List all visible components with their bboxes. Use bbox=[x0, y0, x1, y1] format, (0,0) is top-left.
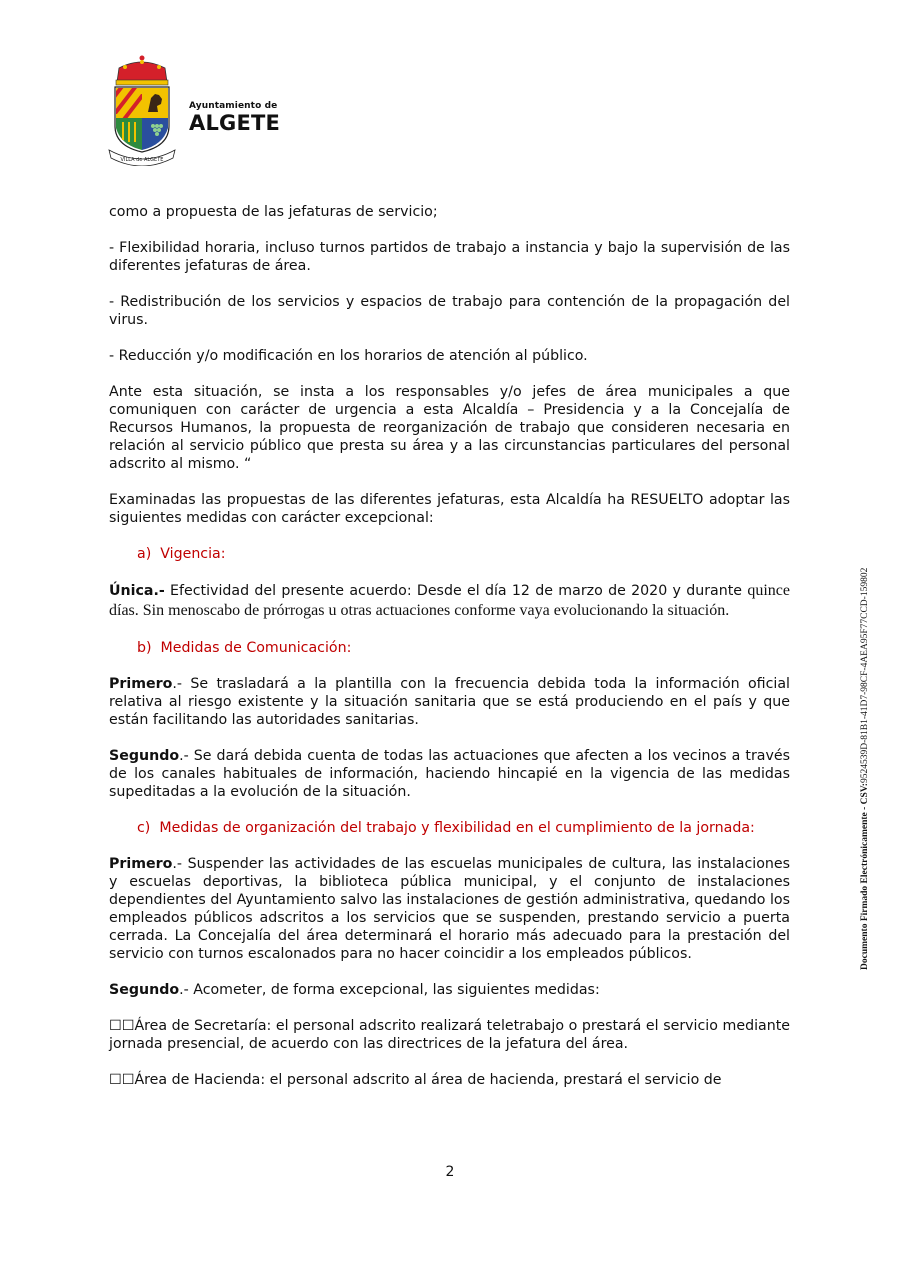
paragraph-c-primero bbox=[109, 855, 790, 963]
unica-label: Única.- bbox=[109, 583, 165, 599]
paragraph-b-primero bbox=[109, 675, 790, 729]
paragraph-4: - Reducción y/o modificación en los horarios de atención al público. bbox=[109, 348, 588, 364]
heading-b-comunicacion: b) Medidas de Comunicación: bbox=[137, 640, 352, 656]
paragraph-6: Examinadas las propuestas de las diferentes jefaturas, esta Alcaldía ha RESUELTO adoptar las siguientes medidas con carácter excepcional: bbox=[109, 492, 790, 526]
side-label: Documento Firmado Electrónicamente - CSV: bbox=[860, 783, 870, 970]
paragraph-2: - Flexibilidad horaria, incluso turnos partidos de trabajo a instancia y bajo la supervisión de las diferentes jefaturas de área. bbox=[109, 240, 790, 274]
list-item-hacienda: ☐☐Área de Hacienda: el personal adscrito al área de hacienda, prestará el servicio de bbox=[109, 1072, 722, 1088]
side-csv-code: 9524539D-81B1-41D7-98CF-4AEA95F77CCD-159802 bbox=[860, 567, 870, 784]
electronic-signature-note bbox=[860, 568, 870, 970]
b-segundo-text: .- Se dará debida cuenta de todas las actuaciones que afecten a los vecinos a través de los canales habituales de información, haciendo hincapié en la vigencia de las medidas supeditadas a la evolución de la situación. bbox=[109, 748, 790, 800]
paragraph-3: - Redistribución de los servicios y espacios de trabajo para contención de la propagación del virus. bbox=[109, 294, 790, 328]
org-line1: Ayuntamiento de bbox=[189, 101, 278, 111]
paragraph-b-segundo bbox=[109, 747, 790, 801]
unica-text1: Efectividad del presente acuerdo: Desde el día 12 de marzo de 2020 y durante bbox=[164, 583, 748, 599]
c-segundo-label: Segundo bbox=[109, 982, 180, 998]
org-line2: ALGETE bbox=[189, 111, 281, 135]
heading-a-vigencia: a) Vigencia: bbox=[137, 546, 226, 562]
b-primero-text: .- Se trasladará a la plantilla con la frecuencia debida toda la información oficial relativa al riesgo existente y la situación sanitaria que se está produciendo en el país y que están facilitando las autoridades sanitarias. bbox=[109, 676, 790, 728]
b-primero-label: Primero bbox=[109, 676, 173, 692]
c-segundo-text: .- Acometer, de forma excepcional, las siguientes medidas: bbox=[179, 982, 600, 998]
paragraph-1: como a propuesta de las jefaturas de servicio; bbox=[109, 204, 438, 220]
paragraph-unica bbox=[109, 581, 790, 621]
paragraph-c-segundo bbox=[109, 981, 790, 999]
organization-name bbox=[189, 101, 280, 134]
c-primero-label: Primero bbox=[109, 856, 173, 872]
unica-text2: quince días. Sin menoscabo de prórrogas u otras actuaciones conforme vaya evolucionando la situación. bbox=[109, 582, 790, 619]
b-segundo-label: Segundo bbox=[109, 748, 180, 764]
algete-crest-logo bbox=[107, 54, 177, 166]
heading-c-organizacion: c) Medidas de organización del trabajo y flexibilidad en el cumplimiento de la jornada: bbox=[137, 820, 755, 836]
crest-ribbon-text: VILLA de ALGETE bbox=[120, 157, 164, 163]
page-number: 2 bbox=[445, 1164, 455, 1180]
document-body bbox=[109, 203, 790, 1107]
list-item-secretaria: ☐☐Área de Secretaría: el personal adscrito realizará teletrabajo o prestará el servicio mediante jornada presencial, de acuerdo con las directrices de la jefatura del área. bbox=[109, 1018, 790, 1052]
paragraph-5: Ante esta situación, se insta a los responsables y/o jefes de área municipales a que comuniquen con carácter de urgencia a esta Alcaldía – Presidencia y a la Concejalía de Recursos Humanos, la propuesta de reorganización de trabajo que consideren necesaria en relación al servicio público que presta su área y a las circunstancias particulares del personal adscrito al mismo. “ bbox=[109, 384, 790, 472]
c-primero-text: .- Suspender las actividades de las escuelas municipales de cultura, las instalaciones y escuelas deportivas, la biblioteca pública municipal, y el conjunto de instalaciones dependientes del Ayuntamiento salvo las instalaciones de gestión administrativa, quedando los empleados públicos adscritos a los servicios que se suspenden, prestando servicio a puerta cerrada. La Concejalía del área determinará el horario más adecuado para la prestación del servicio con turnos escalonados para no hacer coincidir a los empleados públicos. bbox=[109, 856, 790, 962]
